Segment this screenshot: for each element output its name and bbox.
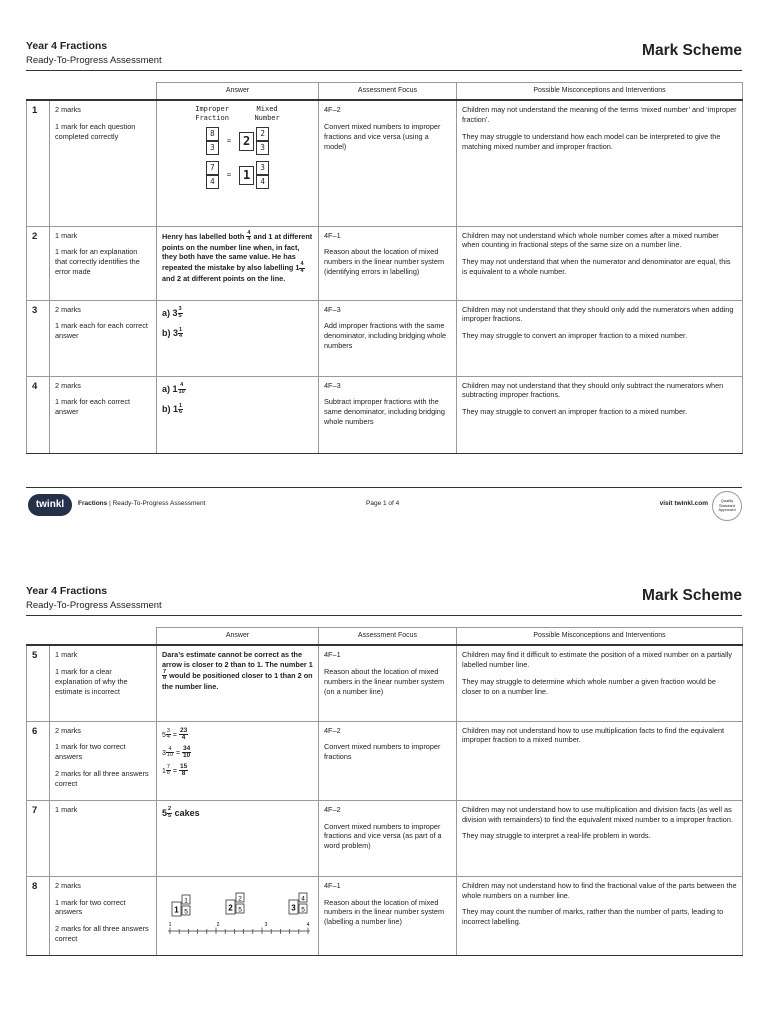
answer-cell: a) 3 $\frac{3}{5}$ b) 3 $\frac{1}{4}$ — [157, 300, 319, 376]
mark-scheme-table — [26, 627, 743, 956]
focus-cell: 4F–1 Reason about the location of mixed numbers in the linear number system (on a number line) — [319, 645, 457, 721]
answer-cell: 5 $\frac{2}{5}$ cakes — [157, 800, 319, 876]
svg-text:3: 3 — [291, 903, 296, 913]
visit-link[interactable]: visit twinkl.com — [659, 500, 708, 507]
marks-cell: 2 marks 1 mark for each correct answer — [50, 376, 157, 453]
q6-line: 3 $\frac{4}{10}$ = $\frac{34}{10}$ — [162, 744, 191, 759]
header-rule — [26, 70, 742, 71]
misconceptions-cell: Children may not understand the meaning of the terms ‘mixed number’ and ‘improper fraction’. They may struggle to understand how each model can be interpreted to give the matching mixed number and improper fraction. — [457, 100, 743, 226]
answer-cell — [157, 876, 319, 955]
col-answer: Answer — [157, 628, 319, 646]
twinkl-logo[interactable]: twinkl — [28, 494, 72, 516]
misconceptions-cell: Children may not understand which whole number comes after a mixed number when counting in fractional steps of the same size on a number line. They may not understand that when the numerator and denominator are equal, this is equivalent to a whole number. — [457, 226, 743, 300]
focus-cell: 4F–3 Subtract improper fractions with the same denominator, including bridging whole numbers — [319, 376, 457, 453]
table-row — [27, 226, 743, 300]
header-subtitle: Ready-To-Progress Assessment — [26, 55, 162, 66]
q8-label-2 — [226, 893, 244, 914]
marks-cell: 1 mark 1 mark for an explanation that correctly identifies the error made — [50, 226, 157, 300]
focus-cell: 4F–1 Reason about the location of mixed numbers in the linear number system (labelling a number line) — [319, 876, 457, 955]
col-focus: Assessment Focus — [319, 83, 457, 101]
misconceptions-cell: Children may not understand how to use multiplication and division facts (as well as division with remainders) to find the equivalent mixed number to a improper fraction. They may struggle to interpret a real-life problem in words. — [457, 800, 743, 876]
col-answer: Answer — [157, 83, 319, 101]
misconceptions-cell: Children may not understand how to use multiplication facts to find the equivalent improper fraction to a mixed number. — [457, 721, 743, 800]
table-row — [27, 300, 743, 376]
question-number: 1 — [27, 100, 50, 226]
table-row — [27, 800, 743, 876]
col-focus: Assessment Focus — [319, 628, 457, 646]
table-row — [27, 721, 743, 800]
focus-cell: 4F–1 Reason about the location of mixed numbers in the linear number system (identifying errors in labelling) — [319, 226, 457, 300]
page-number: Page 1 of 4 — [366, 500, 400, 507]
mark-scheme-title: Mark Scheme — [642, 42, 742, 59]
misconceptions-cell: Children may not understand that they should only subtract the numerators when subtracting improper fractions. They may struggle to convert an improper fraction to a mixed number. — [457, 376, 743, 453]
q8-number-line — [162, 889, 312, 939]
header-left — [26, 585, 162, 611]
header-rule — [26, 615, 742, 616]
marks-cell: 1 mark 1 mark for a clear explanation of why the estimate is incorrect — [50, 645, 157, 721]
focus-cell: 4F–2 Convert mixed numbers to improper fractions and vice versa (as part of a word problem) — [319, 800, 457, 876]
svg-text:1: 1 — [184, 897, 188, 905]
svg-text:2: 2 — [238, 895, 242, 903]
marks-cell: 2 marks 1 mark for two correct answers 2 marks for all three answers correct — [50, 721, 157, 800]
question-number: 3 — [27, 300, 50, 376]
q1-model-b: $\frac{7}{4}$ = 1 3 4 — [162, 161, 313, 189]
question-number: 7 — [27, 800, 50, 876]
svg-text:5: 5 — [301, 906, 305, 914]
marks-cell: 2 marks 1 mark each for each correct answer — [50, 300, 157, 376]
page-footer — [26, 487, 742, 524]
table-row — [27, 376, 743, 453]
q8-label-1 — [172, 895, 190, 916]
question-number: 5 — [27, 645, 50, 721]
answer-cell — [157, 721, 319, 800]
axis-label-1: 1 — [168, 921, 172, 928]
answer-cell — [157, 100, 319, 226]
table-row — [27, 645, 743, 721]
focus-cell: 4F–2 Convert mixed numbers to improper fractions — [319, 721, 457, 800]
misconceptions-cell: Children may find it difficult to estimate the position of a mixed number on a partially labelled number line. They may struggle to determine which whole number a given fraction would be closer to on a number line. — [457, 645, 743, 721]
svg-text:2: 2 — [228, 903, 233, 913]
marks-cell: 2 marks 1 mark for each question completed correctly — [50, 100, 157, 226]
header-year: Year 4 Fractions — [26, 40, 108, 52]
mark-scheme-table — [26, 82, 743, 454]
axis-label-3: 3 — [264, 921, 268, 928]
answer-cell: a) 1 $\frac{4}{10}$ b) 1 $\frac{1}{6}$ — [157, 376, 319, 453]
svg-text:5: 5 — [238, 906, 242, 914]
question-number: 6 — [27, 721, 50, 800]
col-misconceptions: Possible Misconceptions and Interventions — [457, 83, 743, 101]
question-number: 4 — [27, 376, 50, 453]
table-row — [27, 876, 743, 955]
question-number: 2 — [27, 226, 50, 300]
quality-badge-icon: Quality Standard Approved — [712, 491, 742, 521]
q6-line: 1 $\frac{7}{8}$ = $\frac{15}{8}$ — [162, 762, 188, 777]
page-2 — [0, 545, 768, 1024]
misconceptions-cell: Children may not understand how to find the fractional value of the parts between the whole numbers on a number line. They may count the number of marks, rather than the number of parts, leading to incorrect labelling. — [457, 876, 743, 955]
misconceptions-cell: Children may not understand that they should only add the numerators when adding improper fractions. They may struggle to convert an improper fraction to a mixed number. — [457, 300, 743, 376]
marks-cell: 1 mark — [50, 800, 157, 876]
svg-text:4: 4 — [301, 895, 305, 903]
header-subtitle: Ready-To-Progress Assessment — [26, 600, 162, 611]
q8-label-3 — [289, 893, 307, 914]
answer-cell: Dara’s estimate cannot be correct as the arrow is closer to 2 than to 1. The number 1 $\frac{7}{8}$ would be positioned closer to 1 than 2 on the number line. — [157, 645, 319, 721]
col-misconceptions: Possible Misconceptions and Interventions — [457, 628, 743, 646]
q1-model-a: $\frac{8}{3}$ = 2 2 3 — [162, 127, 313, 155]
marks-cell: 2 marks 1 mark for two correct answers 2 marks for all three answers correct — [50, 876, 157, 955]
axis-label-2: 2 — [216, 921, 220, 928]
q1-model: Improper Fraction Mixed Number $\frac{8}{3}$ = 2 2 3 $\frac{7}{4}$ = 1 3 4 — [162, 105, 313, 189]
answer-cell: Henry has labelled both $\frac{4}{4}$ and 1 at different points on the number line when, in fact, they both have the same value. He has repeated the mistake by also labelling 1 $\frac{4}{4}$ and 2 at different points on the line. — [157, 226, 319, 300]
q6-line: 5 $\frac{3}{4}$ = $\frac{23}{4}$ — [162, 726, 188, 741]
header-left — [26, 40, 162, 66]
table-row — [27, 100, 743, 226]
question-number: 8 — [27, 876, 50, 955]
focus-cell: 4F–2 Convert mixed numbers to improper fractions and vice versa (using a model) — [319, 100, 457, 226]
header-year: Year 4 Fractions — [26, 585, 108, 597]
svg-text:5: 5 — [184, 908, 188, 916]
svg-text:1: 1 — [174, 905, 179, 915]
footer-title: Fractions | Ready-To-Progress Assessment — [78, 500, 206, 507]
mark-scheme-title: Mark Scheme — [642, 587, 742, 604]
focus-cell: 4F–3 Add improper fractions with the same denominator, including bridging whole numbers — [319, 300, 457, 376]
axis-label-4: 4 — [306, 921, 310, 928]
